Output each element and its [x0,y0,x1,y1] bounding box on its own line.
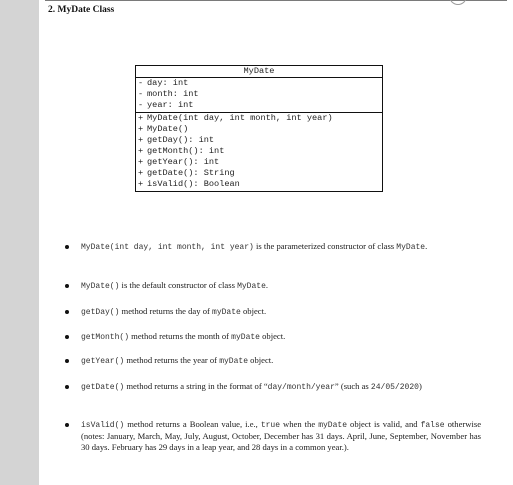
code-text: isValid() [81,421,125,430]
code-text: getDate() [81,383,125,392]
attribute-text: day: int [147,78,189,88]
visibility-marker: - [138,78,144,88]
visibility-marker: + [138,113,144,123]
list-item [65,331,481,343]
bullet-dot [65,310,69,314]
viewer-margin [0,0,39,485]
uml-method [138,157,382,168]
uml-method [138,179,382,190]
uml-method [138,168,382,179]
uml-method [138,113,382,124]
body-text: method returns a string in the format of “ [124,381,268,391]
bullet-dot [65,423,69,427]
uml-class-name: MyDate [136,66,382,78]
code-text: 24/05/2020 [370,383,419,392]
method-text: MyDate() [147,124,189,134]
method-text: getMonth(): int [147,146,225,156]
attribute-text: year: int [147,100,194,110]
uml-method [138,146,382,157]
method-text: getDay(): int [147,135,215,145]
code-text: myDate [318,421,348,430]
visibility-marker: - [138,89,144,99]
method-text: getYear(): int [147,157,220,167]
body-text: method returns the year of [124,355,220,365]
list-item [65,419,481,453]
bullet-dot [65,385,69,389]
section-title: 2. MyDate Class [48,5,115,15]
visibility-marker: + [138,179,144,189]
visibility-marker: + [138,146,144,156]
body-text: when the [280,419,319,429]
uml-class-diagram [135,65,383,192]
code-text: MyDate [396,243,426,252]
code-text: MyDate() [81,282,120,291]
bullet-dot [65,284,69,288]
list-item [65,306,481,318]
method-text: isValid(): Boolean [147,179,240,189]
list-item [65,241,481,253]
body-text: otherwise (notes: January, March, May, July, August, October, December has 31 days. April, June, September, November has 30 days. February has 29 days in a leap year, and 28 days in a common year.). [81,419,482,452]
bullet-dot [65,359,69,363]
code-text: myDate [212,308,241,317]
visibility-marker: + [138,124,144,134]
body-text: object is valid, and [347,419,421,429]
visibility-marker: + [138,157,144,167]
body-text: is the parameterized constructor of class [253,241,397,251]
visibility-marker: - [138,100,144,110]
list-item [65,381,481,393]
uml-method [138,124,382,135]
code-text: myDate [219,357,249,366]
body-text: . [265,280,269,290]
body-text: object. [240,306,267,316]
attribute-text: month: int [147,89,199,99]
body-text: . [425,241,428,251]
code-text: MyDate(int day, int month, int year) [81,243,254,252]
code-text: getDay() [81,308,120,317]
uml-methods [136,113,382,191]
visibility-marker: + [138,168,144,178]
body-text: object. [248,355,274,365]
visibility-marker: + [138,135,144,145]
code-text: getMonth() [81,333,130,342]
list-item [65,280,481,292]
body-text: method returns the day of [119,306,213,316]
code-text: MyDate [237,282,266,291]
code-text: false [420,421,445,430]
body-text: method returns the month of [129,331,232,341]
code-text: day/month/year [267,383,335,392]
code-text: true [260,421,281,430]
uml-attributes [136,78,382,113]
document-page [39,0,513,485]
body-text: ) [418,381,422,391]
body-text: ” (such as [334,381,371,391]
page-top-rule [45,0,507,1]
code-text: myDate [231,333,260,342]
body-text: object. [259,331,286,341]
body-text: method returns a Boolean value, i.e., [124,419,261,429]
page-corner-mark [449,0,467,5]
code-text: getYear() [81,357,125,366]
bullet-dot [65,335,69,339]
uml-attribute [138,89,382,100]
uml-method [138,135,382,146]
method-text: MyDate(int day, int month, int year) [147,113,333,123]
uml-attribute [138,100,382,111]
list-item [65,355,481,367]
uml-attribute [138,78,382,89]
method-text: getDate(): String [147,168,235,178]
bullet-dot [65,245,69,249]
body-text: is the default constructor of class [119,280,238,290]
